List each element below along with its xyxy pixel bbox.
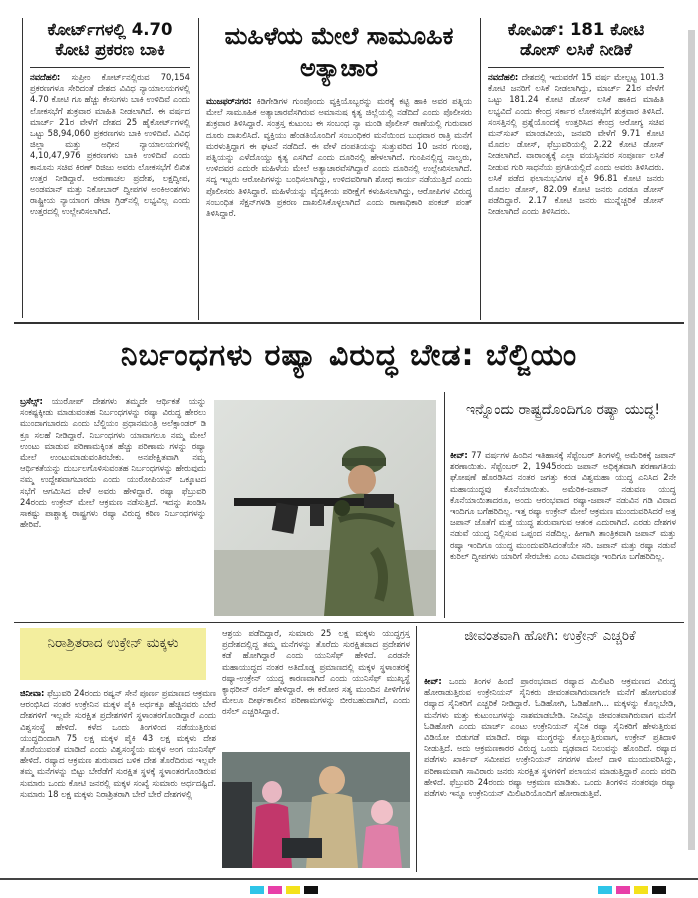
article-text: ಆಶ್ರಯ ಪಡೆದಿದ್ದಾರೆ, ಸುಮಾರು 25 ಲಕ್ಷ ಮಕ್ಕಳು ಯುದ್ಧಗ್ರಸ್ತ ಪ್ರದೇಶದಲ್ಲಿದ್ದ ತಮ್ಮ ಮನೆಗಳನ್ನು ತೊರೆದು ಸುರಕ್ಷಿತವಾದ ಪ್ರದೇಶಗಳ ಕಡೆ ಹೋಗಿದ್ದಾರೆ ಎಂದು ಯುನಿಸೆಫ್ ಹೇಳಿದೆ. ಎರಡನೇ ಮಹಾಯುದ್ಧದ ನಂತರ ಅತಿದೊಡ್ಡ ಪ್ರಮಾಣದಲ್ಲಿ ಮಕ್ಕಳ ಸ್ಥಳಾಂತರಕ್ಕೆ ರಷ್ಯಾ-ಉಕ್ರೇನ್ ಯುದ್ಧ ಕಾರಣವಾಗಿದೆ ಎಂದು ಯುನಿಸೆಫ್ ಮುಖ್ಯಸ್ಥೆ ಕ್ಯಾಥರೀನ್ ರಸೆಲ್ ಹೇಳಿದ್ದಾರೆ. ಈ ಕಠೋರ ಸತ್ಯ ಮುಂದಿನ ಪೀಳಿಗೆಗಳ ಮೇಲೂ ದೀರ್ಘಕಾಲೀನ ಪರಿಣಾಮಗಳನ್ನು ಬೀರಬಹುದಾಗಿದೆ, ಎಂದು ರಸೆಲ್ ಎಚ್ಚರಿಸಿದ್ದಾರೆ.: [222, 628, 410, 717]
article-body: [488, 72, 664, 318]
article-covid: [488, 20, 664, 318]
article-children-body-cont: [222, 628, 410, 748]
registration-mark-yellow: [634, 886, 648, 894]
divider: [488, 67, 664, 68]
article-text: ಫೆಬ್ರುವರಿ 24ರಂದು ರಷ್ಯನ್ ಸೇನೆ ಪೂರ್ಣ ಪ್ರಮಾಣದ ಆಕ್ರಮಣ ಆರಂಭಿಸಿದ ನಂತರ ಉಕ್ರೇನಿನ ಮಕ್ಕಳ ಪೈಕಿ ಅರ್ಧಕ್ಕೂ ಹೆಚ್ಚಿನವರು ಬೇರೆ ದೇಶಗಳಿಗೆ ಇಲ್ಲವೇ ಸುರಕ್ಷಿತ ಪ್ರದೇಶಗಳಿಗೆ ಸ್ಥಳಾಂತರಗೊಂಡಿದ್ದಾರೆ ಎಂದು ವಿಶ್ವಸಂಸ್ಥೆ ಹೇಳಿದೆ. ಕಳೆದ ಒಂದು ತಿಂಗಳಿಂದ ನಡೆಯುತ್ತಿರುವ ಯುದ್ಧದಿಂದಾಗಿ 75 ಲಕ್ಷ ಮಕ್ಕಳ ಪೈಕಿ 43 ಲಕ್ಷ ಮಕ್ಕಳು ದೇಶ ತೊರೆಯುವಂತೆ ಮಾಡಿದೆ ಎಂದು ವಿಶ್ವಸಂಸ್ಥೆಯ ಮಕ್ಕಳ ಅಂಗ ಯುನಿಸೆಫ್ ಹೇಳಿದೆ. ರಷ್ಯಾದ ಆಕ್ರಮಣ ಶುರುವಾದ ಬಳಿಕ ದೇಶ ತೊರೆದಿರುವ ಇಲ್ಲವೇ ತಮ್ಮ ಮನೆಗಳನ್ನು ಬಿಟ್ಟು ಬೇರೆಡೆಗೆ ಸುರಕ್ಷಿತ ಸ್ಥಳಕ್ಕೆ ಸ್ಥಳಾಂತರಗೊಂಡಿರುವ ಸುಮಾರು ಒಂದು ಕೋಟಿ ಜನರಲ್ಲಿ ಮಕ್ಕಳ ಸಂಖ್ಯೆ ಸುಮಾರು ಅರ್ಧದಷ್ಟಿದೆ. ಸುಮಾರು 18 ಲಕ್ಷ ಮಕ್ಕಳು ನಿರಾಶ್ರಿತರಾಗಿ ಬೇರೆ ಬೇರೆ ದೇಶಗಳಲ್ಲಿ: [20, 688, 216, 799]
refugee-children-photo: [222, 752, 410, 868]
article-headline: ಜೀವಂತವಾಗಿ ಹೋಗಿ: ಉಕ್ರೇನ್ ಎಚ್ಚರಿಕೆ: [464, 628, 636, 644]
registration-mark-cyan: [250, 886, 264, 894]
registration-mark-cyan: [598, 886, 612, 894]
registration-mark-magenta: [268, 886, 282, 894]
column-rule: [480, 18, 481, 320]
registration-mark-black: [304, 886, 318, 894]
main-headline: ನಿರ್ಬಂಧಗಳು ರಷ್ಯಾ ವಿರುದ್ಧ ಬೇಡ: ಬೆಲ್ಜಿಯಂ: [120, 338, 578, 373]
margin-bar: [688, 30, 695, 850]
article-dateline: ಬ್ರಸೆಲ್ಸ್:: [20, 396, 43, 406]
article-dateline: ಕೀವ್:: [424, 676, 442, 686]
column-rule: [416, 626, 417, 872]
article-women: [206, 20, 472, 318]
article-headline: ಕೋರ್ಟ್‌ಗಳಲ್ಲಿ 4.70 ಕೋಟಿ ಪ್ರಕರಣ ಬಾಕಿ: [47, 20, 173, 59]
article-text: ಸುಪ್ರೀಂ ಕೋರ್ಟ್‌ನಲ್ಲಿರುವ 70,154 ಪ್ರಕರಣಗಳೂ ಸೇರಿದಂತೆ ದೇಶದ ವಿವಿಧ ನ್ಯಾಯಾಲಯಗಳಲ್ಲಿ 4.70 ಕೋಟಿ ಗೂ ಹೆಚ್ಚು ಕೇಸುಗಳು ಬಾಕಿ ಉಳಿದಿವೆ ಎಂದು ಲೋಕಸಭೆಗೆ ಶುಕ್ರವಾರ ಮಾಹಿತಿ ನೀಡಲಾಗಿದೆ. ಈ ವರ್ಷದ ಮಾರ್ಚ್ 21ರ ವೇಳೆಗೆ ದೇಶದ 25 ಹೈಕೋರ್ಟ್‌ಗಳಲ್ಲಿ ಒಟ್ಟು 58,94,060 ಪ್ರಕರಣಗಳು ಬಾಕಿ ಉಳಿದಿವೆ. ವಿವಿಧ ಜಿಲ್ಲಾ ಮತ್ತು ಅಧೀನ ನ್ಯಾಯಾಲಯಗಳಲ್ಲಿ 4,10,47,976 ಪ್ರಕರಣಗಳು ಬಾಕಿ ಉಳಿದಿವೆ ಎಂದು ಕಾನೂನು ಸಚಿವ ಕಿರಣ್ ರಿಜಿಜು ಅವರು ಲೋಕಸಭೆಗೆ ಲಿಖಿತ ಉತ್ತರ ನೀಡಿದ್ದಾರೆ. ಅರುಣಾಚಲ ಪ್ರದೇಶ, ಲಕ್ಷದ್ವೀಪ, ಅಂಡಮಾನ್ ಮತ್ತು ನಿಕೋಬಾರ್ ದ್ವೀಪಗಳ ಅಂಕಿಅಂಶಗಳು ರಾಷ್ಟ್ರೀಯ ನ್ಯಾಯಾಂಗ ಡೇಟಾ ಗ್ರಿಡ್‌ನಲ್ಲಿ ಲಭ್ಯವಿಲ್ಲ ಎಂದು ಉತ್ತರದಲ್ಲಿ ಉಲ್ಲೇಖಿಸಲಾಗಿದೆ.: [30, 72, 190, 217]
registration-mark-yellow: [286, 886, 300, 894]
registration-mark-magenta: [616, 886, 630, 894]
article-body: [424, 676, 676, 872]
article-dateline: ನವದೆಹಲಿ:: [488, 72, 519, 82]
article-text: ಒಂದು ತಿಂಗಳ ಹಿಂದೆ ಪ್ರಾರಂಭವಾದ ರಷ್ಯಾದ ಮಿಲಿಟರಿ ಆಕ್ರಮಣದ ವಿರುದ್ಧ ಹೋರಾಡುತ್ತಿರುವ ಉಕ್ರೇನಿಯನ್ ಸೈನಿಕರು ಜೀವಂತವಾಗಿರುವಾಗಲೇ ಮನೆಗೆ ಹೋಗುವಂತೆ ರಷ್ಯಾದ ಸೈನಿಕರಿಗೆ ಎಚ್ಚರಿಕೆ ನೀಡಿದ್ದಾರೆ. ಓಡಿಹೋಗಿ, ಓಡಿಹೋಗಿ... ಮಕ್ಕಳನ್ನು ಕೊಲ್ಲಬೇಡಿ, ಮನೆಗಳು ಮತ್ತು ಕುಟುಂಬಗಳನ್ನು ನಾಶಮಾಡಬೇಡಿ. ನೀವಿನ್ನೂ ಜೀವಂತವಾಗಿರುವಾಗ ಮನೆಗೆ ಓಡಿಹೋಗಿ ಎಂದು ಮಾರ್ಚ್ ಎಂಟು ಉಕ್ರೇನಿಯನ್ ಸೈನಿಕ ರಷ್ಯಾ ಸೈನಿಕರಿಗೆ ಹೇಳುತ್ತಿರುವ ವಿಡಿಯೋ ಬಿಡುಗಡೆ ಮಾಡಿದೆ. ರಷ್ಯಾ ಮುಗ್ಧರನ್ನು ಕೊಲ್ಲುತ್ತಿರುವಾಗ, ಉಕ್ರೇನ್ ಪ್ರತಿದಾಳಿ ನೀಡುತ್ತಿದೆ. ಅದು ಆಕ್ರಮಣಕಾರರ ವಿರುದ್ಧ ಒಂದು ದೃಢವಾದ ನಿಲುವನ್ನು ಹೊಂದಿದೆ. ರಷ್ಯಾದ ಪಡೆಗಳು ಖಾರ್ಕಿವ್ ಸಮೀಪದ ಉಕ್ರೇನಿಯನ್ ನಗರಗಳ ಮೇಲೆ ದಾಳಿ ಮುಂದುವರಿಸಿದ್ದು, ಪರಿಣಾಮವಾಗಿ ಸಾವಿರಾರು ಜನರು ಸುರಕ್ಷಿತ ಸ್ಥಳಗಳಿಗೆ ಪಲಾಯನ ಮಾಡುತ್ತಿದ್ದಾರೆ ಎಂದು ವರದಿ ಹೇಳಿದೆ. ಫೆಬ್ರುವರಿ 24ರಂದು ರಷ್ಯಾ ಆಕ್ರಮಣ ಮಾಡಿತು. ಒಂದು ತಿಂಗಳಿನ ನಂತರವೂ ರಷ್ಯಾ ಪಡೆಗಳು ಇನ್ನೂ ಉಕ್ರೇನಿಯನ್ ಮಿಲಿಟರಿಯೊಂದಿಗೆ ಹೋರಾಡುತ್ತಿವೆ.: [424, 676, 676, 799]
article-children-body: [20, 688, 216, 870]
soldier-illustration: [214, 400, 436, 616]
article-body: [30, 72, 190, 318]
article-text: ಯುರೋಪ್ ದೇಶಗಳು ತಮ್ಮದೇ ಆರ್ಥಿಕತೆ ಯನ್ನು ಸಂಕಷ್ಟಕ್ಕೀಡು ಮಾಡುವಂತಹ ನಿರ್ಬಂಧಗಳನ್ನು ರಷ್ಯಾ ವಿರುದ್ಧ ಹೇರಲು ಮುಂದಾಗಬಾರದು ಎಂದು ಬೆಲ್ಜಿಯಂ ಪ್ರಧಾನಮಂತ್ರಿ ಅಲೆಕ್ಸಾಂಡರ್ ಡಿ ಕ್ರೂ ಸಲಹೆ ನೀಡಿದ್ದಾರೆ. ನಿರ್ಬಂಧಗಳು ಯಾವಾಗಲೂ ನಮ್ಮ ಮೇಲೆ ಉಂಟು ಮಾಡುವ ಪರಿಣಾಮಕ್ಕಿಂತ ಹೆಚ್ಚು ಪರಿಣಾಮ ಗಳನ್ನು ರಷ್ಯಾ ಮೇಲೆ ಉಂಟುಮಾಡುವಂತಿರಬೇಕು. ಅನಪೇಕ್ಷಿತವಾಗಿ ನಮ್ಮ ಆರ್ಥಿಕತೆಯನ್ನು ದುರ್ಬಲಗೊಳಿಸುವಂತಹ ನಿರ್ಬಂಧಗಳನ್ನು ಹೇರುವುದು ನಮ್ಮ ಉದ್ದೇಶವಾಗಬಾರದು ಎಂದು ಯುರೋಪಿಯನ್ ಒಕ್ಕೂಟದ ಸಭೆಗೆ ಆಗಮಿಸಿದ ವೇಳೆ ಅವರು ಹೇಳಿದ್ದಾರೆ. ರಷ್ಯಾ ಫೆಬ್ರುವರಿ 24ರಂದು ಉಕ್ರೇನ್ ಮೇಲೆ ಆಕ್ರಮಣ ನಡೆಸುತ್ತಿದೆ. ಇದನ್ನು ಖಂಡಿಸಿ ಸಾಕಷ್ಟು ಪಾಶ್ಚಾತ್ಯ ರಾಷ್ಟ್ರಗಳು ರಷ್ಯಾ ವಿರುದ್ಧ ಕಠಿಣ ನಿರ್ಬಂಧಗಳನ್ನು ಹೇರಿವೆ.: [20, 396, 206, 530]
bottom-rule: [0, 878, 698, 880]
article-text: ಕಿಡಿಗೇಡಿಗಳ ಗುಂಪೊಂದು ವ್ಯಕ್ತಿಯೊಬ್ಬರನ್ನು ಮರಕ್ಕೆ ಕಟ್ಟಿ ಹಾಕಿ ಅವರ ಪತ್ನಿಯ ಮೇಲೆ ಸಾಮೂಹಿಕ ಅತ್ಯಾಚಾರವೆಸಗಿರುವ ಅಮಾನುಷ ಕೃತ್ಯ ಜಿಲ್ಲೆಯಲ್ಲಿ ನಡೆದಿದೆ ಎಂದು ಪೊಲೀಸರು ಶುಕ್ರವಾರ ತಿಳಿಸಿದ್ದಾರೆ. ಸಂತ್ರಸ್ತ ಕುಟುಂಬ ಈ ಸಂಬಂಧ ನ್ಯಾ ಮಂಡಿ ಪೊಲೀಸ್ ಠಾಣೆಯಲ್ಲಿ ಗುರುವಾರ ದೂರು ದಾಖಲಿಸಿದೆ. ವ್ಯಕ್ತಿಯು ಹೆಂಡತಿಯೊಂದಿಗೆ ಸಂಬಂಧಿಕರ ಮನೆಯಿಂದ ಬುಧವಾರ ರಾತ್ರಿ ಮನೆಗೆ ಮರಳುತ್ತಿದ್ದಾಗ ಈ ಘಟನೆ ನಡೆದಿದೆ. ಈ ವೇಳೆ ದಂಪತಿಯನ್ನು ಸುತ್ತುವರಿದ 10 ಜನರ ಗುಂಪು, ಪತ್ನಿಯನ್ನು ಎಳೆದೊಯ್ದು ಕೃತ್ಯ ಎಸಗಿದೆ ಎಂದು ದೂರಿನಲ್ಲಿ ಹೇಳಲಾಗಿದೆ. ಗುಂಪಿನಲ್ಲಿದ್ದ ನಾಲ್ವರು, ಉಳಿದವರ ಎದುರೇ ಮಹಿಳೆಯ ಮೇಲೆ ಅತ್ಯಾಚಾರವೆಸಗಿದ್ದಾರೆ ಎಂದು ದೂರಿನಲ್ಲಿ ಉಲ್ಲೇಖಿಸಲಾಗಿದೆ. ಸದ್ಯ ಇಬ್ಬರು ಆರೋಪಿಗಳನ್ನು ಬಂಧಿಸಲಾಗಿದ್ದು, ಉಳಿದವರಿಗಾಗಿ ಶೋಧ ಕಾರ್ಯ ನಡೆಯುತ್ತಿದೆ ಎಂದು ಪೊಲೀಸರು ತಿಳಿಸಿದ್ದಾರೆ. ಮಹಿಳೆಯನ್ನು ವೈದ್ಯಕೀಯ ಪರೀಕ್ಷೆಗೆ ಕಳುಹಿಸಲಾಗಿದ್ದು, ಆರೋಪಿಗಳ ವಿರುದ್ಧ ಸಂಬಂಧಿತ ಸೆಕ್ಷನ್‌ಗಳಡಿ ಪ್ರಕರಣ ದಾಖಲಿಸಿಕೊಳ್ಳಲಾಗಿದೆ ಎಂದು ಠಾಣಾಧಿಕಾರಿ ಪಂಕಜ್ ಪಂತ್ ತಿಳಿಸಿದ್ದಾರೆ.: [206, 96, 472, 219]
divider: [30, 67, 190, 68]
article-text: 77 ವರ್ಷಗಳ ಹಿಂದಿನ ಇತಿಹಾಸಕ್ಕೆ ಸೆಪ್ಟೆಂಬರ್ ತಿಂಗಳಲ್ಲಿ ಅಮೆರಿಕಕ್ಕೆ ಜಪಾನ್ ಶರಣಾಯಿತು. ಸೆಪ್ಟೆಂಬರ್ 2, 1945ರಂದು ಜಪಾನ್ ಅಧಿಕೃತವಾಗಿ ಶರಣಾಗತಿಯ ಘೋಷಣೆ ಹೊರಡಿಸಿದ ನಂತರ ಜಗತ್ತು ಕಂಡ ವಿಶ್ವಮಹಾ ಯುದ್ಧ ಎನಿಸಿದ 2ನೇ ಮಹಾಯುದ್ಧವು ಕೊನೆಯಾಯಿತು. ಅಮೆರಿಕ-ಜಪಾನ್ ನಡುವಣ ಯುದ್ಧ ಕೊನೆಯಾಯಿತಾದರೂ, ಅಂದು ಆರಂಭವಾದ ರಷ್ಯಾ-ಜಪಾನ್ ನಡುವಿನ ಗಡಿ ವಿವಾದ ಇಂದಿಗೂ ಬಗೆಹರಿದಿಲ್ಲ. ಇತ್ತ ರಷ್ಯಾ ಉಕ್ರೇನ್ ಮೇಲೆ ಆಕ್ರಮಣ ಮುಂದುವರಿಸಿದರೆ ಅತ್ತ ಜಪಾನ್ ಜೊತೆಗೆ ಮತ್ತೆ ಯುದ್ಧ ಶುರುವಾಗುವ ಆತಂಕ ಎದುರಾಗಿದೆ. ಎರಡು ದೇಶಗಳ ನಡುವೆ ಯುದ್ಧ ನಿಲ್ಲಿಸುವ ಒಪ್ಪಂದ ನಡೆದಿಲ್ಲ. ಹೀಗಾಗಿ ತಾಂತ್ರಿಕವಾಗಿ ಜಪಾನ್ ಮತ್ತು ರಷ್ಯಾ ಇಂದಿಗೂ ಯುದ್ಧ ಮುಂದುವರಿಸಿದಂತೆಯೇ ಸರಿ. ಜಪಾನ್ ಮತ್ತು ರಷ್ಯಾ ನಡುವೆ ಕುರಿಲ್ ದ್ವೀಪಗಳು ಯಾರಿಗೆ ಸೇರಬೇಕು ಎಂಬ ವಿವಾದವೂ ಇಂದಿಗೂ ಬಗೆಹರಿದಿಲ್ಲ.: [450, 450, 676, 561]
refugee-illustration: [222, 752, 410, 868]
article-alive: [424, 626, 676, 872]
article-another-war: [450, 400, 676, 616]
article-courts: [30, 20, 190, 318]
article-dateline: ಜಿನೀವಾ:: [20, 688, 45, 698]
soldier-photo: [214, 400, 436, 616]
article-main-body: [20, 396, 206, 610]
article-dateline: ಕೀವ್:: [450, 450, 468, 460]
column-rule: [22, 18, 23, 318]
column-rule: [444, 392, 445, 618]
children-headline-box: [20, 628, 206, 680]
article-headline: ನಿರಾಶ್ರಿತರಾದ ಉಕ್ರೇನ್ ಮಕ್ಕಳು: [47, 635, 179, 651]
column-rule: [198, 18, 199, 320]
article-headline: ಮಹಿಳೆಯ ಮೇಲೆ ಸಾಮೂಹಿಕ ಅತ್ಯಾಚಾರ: [224, 22, 454, 82]
registration-mark-black: [652, 886, 666, 894]
article-headline: ಕೋವಿಡ್: 181 ಕೋಟಿ ಡೋಸ್ ಲಸಿಕೆ ನೀಡಿಕೆ: [507, 20, 645, 59]
article-text: ದೇಶದಲ್ಲಿ ಇದುವರೆಗೆ 15 ವರ್ಷ ಮೇಲ್ಪಟ್ಟ 101.3 ಕೋಟಿ ಜನರಿಗೆ ಲಸಿಕೆ ನೀಡಲಾಗಿದ್ದು, ಮಾರ್ಚ್ 21ರ ವೇಳೆಗೆ ಒಟ್ಟು 181.24 ಕೋಟಿ ಡೋಸ್ ಲಸಿಕೆ ಹಾಕಿದ ಮಾಹಿತಿ ಲಭ್ಯವಿದೆ ಎಂದು ಕೇಂದ್ರ ಸರ್ಕಾರ ಲೋಕಸಭೆಗೆ ಶುಕ್ರವಾರ ತಿಳಿಸಿದೆ. ಸಂಸತ್ತಿನಲ್ಲಿ ಪ್ರಶ್ನೆಯೊಂದಕ್ಕೆ ಉತ್ತರಿಸಿದ ಕೇಂದ್ರ ಆರೋಗ್ಯ ಸಚಿವ ಮನ್‌ಸುಖ್ ಮಾಂಡವೀಯ, ಜನವರಿ ವೇಳೆಗೆ 9.71 ಕೋಟಿ ಮೊದಲ ಡೋಸ್, ಫೆಬ್ರುವರಿಯಲ್ಲಿ 2.22 ಕೋಟಿ ಡೋಸ್ ನೀಡಲಾಗಿದೆ. ವಾರಾಂತ್ಯಕ್ಕೆ ಎಲ್ಲಾ ವಯಸ್ಸಿನವರ ಸಂಪೂರ್ಣ ಲಸಿಕೆ ನೀಡುವ ಗುರಿ ಸಾಧನೆಯ ಪ್ರಗತಿಯಲ್ಲಿದೆ ಎಂದು ಅವರು ತಿಳಿಸಿದರು. ಲಸಿಕೆ ಪಡೆದ ಫಲಾನುಭವಿಗಳ ಪೈಕಿ 96.81 ಕೋಟಿ ಜನರು ಮೊದಲ ಡೋಸ್, 82.09 ಕೋಟಿ ಜನರು ಎರಡೂ ಡೋಸ್ ಪಡೆದಿದ್ದಾರೆ. 2.17 ಕೋಟಿ ಜನರು ಮುನ್ನೆಚ್ಚರಿಕೆ ಡೋಸ್ ನೀಡಲಾಗಿದೆ ಎಂದು ತಿಳಿಸಿದರು.: [488, 72, 664, 217]
article-headline: ಇನ್ನೊಂದು ರಾಷ್ಟ್ರದೊಂದಿಗೂ ರಷ್ಯಾ ಯುದ್ಧ!: [466, 402, 660, 418]
section-rule: [14, 322, 684, 324]
article-body: [206, 96, 472, 318]
article-body: [450, 450, 676, 616]
article-dateline: ಮುಜಫರ್‌ನಗರ:: [206, 96, 252, 106]
article-dateline: ನವದೆಹಲಿ:: [30, 72, 61, 82]
section-rule: [14, 622, 684, 623]
